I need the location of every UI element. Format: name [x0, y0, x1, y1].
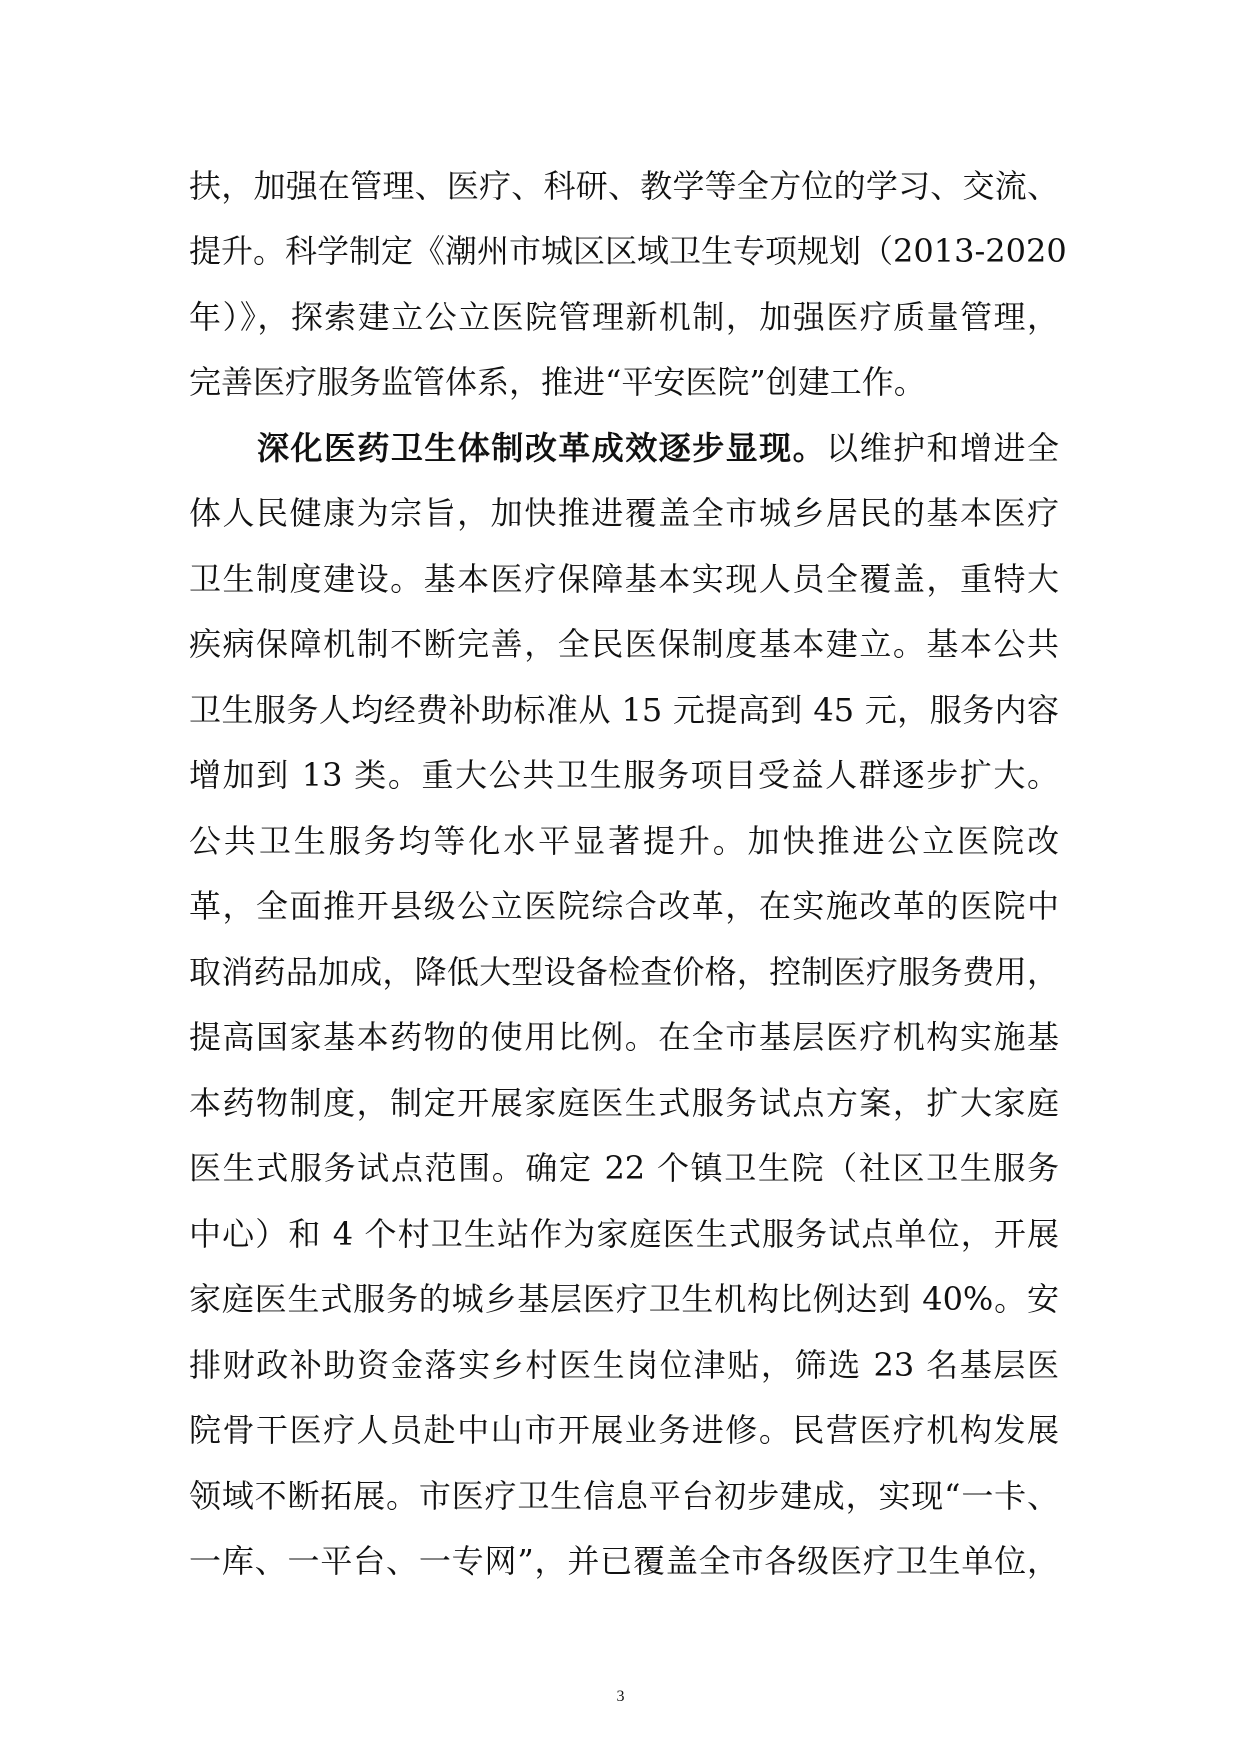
- text-line: 中心）和 4 个村卫生站作为家庭医生式服务试点单位，开展: [189, 1215, 1059, 1253]
- text-line: 卫生服务人均经费补助标准从 15 元提高到 45 元，服务内容: [189, 691, 1059, 729]
- text-line: 卫生制度建设。基本医疗保障基本实现人员全覆盖，重特大: [189, 560, 1059, 598]
- text-line: 取消药品加成，降低大型设备检查价格，控制医疗服务费用，: [189, 953, 1059, 991]
- text-line: 完善医疗服务监管体系，推进“平安医院”创建工作。: [189, 363, 926, 401]
- text-line: 提高国家基本药物的使用比例。在全市基层医疗机构实施基: [189, 1018, 1059, 1056]
- text-line: 一库、一平台、一专网”，并已覆盖全市各级医疗卫生单位，: [189, 1542, 1059, 1580]
- page-number: 3: [616, 1688, 625, 1705]
- text-line: 革，全面推开县级公立医院综合改革，在实施改革的医院中: [189, 887, 1059, 925]
- text-line: 领域不断拓展。市医疗卫生信息平台初步建成，实现“一卡、: [189, 1477, 1059, 1515]
- text-line: 扶，加强在管理、医疗、科研、教学等全方位的学习、交流、: [189, 167, 1059, 205]
- text-line: 排财政补助资金落实乡村医生岗位津贴，筛选 23 名基层医: [189, 1346, 1059, 1384]
- paragraph-heading: 深化医药卫生体制改革成效逐步显现。: [257, 429, 827, 467]
- text-span: 以维护和增进全: [826, 429, 1059, 467]
- text-line: 医生式服务试点范围。确定 22 个镇卫生院（社区卫生服务: [189, 1149, 1059, 1187]
- text-line: 疾病保障机制不断完善，全民医保制度基本建立。基本公共: [189, 625, 1059, 663]
- paragraph-first-line: [189, 428, 1059, 468]
- text-line: 本药物制度，制定开展家庭医生式服务试点方案，扩大家庭: [189, 1084, 1059, 1122]
- text-line: 家庭医生式服务的城乡基层医疗卫生机构比例达到 40%。安: [189, 1280, 1059, 1318]
- text-line: 公共卫生服务均等化水平显著提升。加快推进公立医院改: [189, 822, 1059, 860]
- text-line: 年）》，探索建立公立医院管理新机制，加强医疗质量管理，: [189, 298, 1059, 336]
- text-line: 增加到 13 类。重大公共卫生服务项目受益人群逐步扩大。: [189, 756, 1059, 794]
- text-line: 院骨干医疗人员赴中山市开展业务进修。民营医疗机构发展: [189, 1411, 1059, 1449]
- text-line: 提升。科学制定《潮州市城区区域卫生专项规划（2013-2020: [189, 232, 1067, 270]
- text-line: 体人民健康为宗旨，加快推进覆盖全市城乡居民的基本医疗: [189, 494, 1059, 532]
